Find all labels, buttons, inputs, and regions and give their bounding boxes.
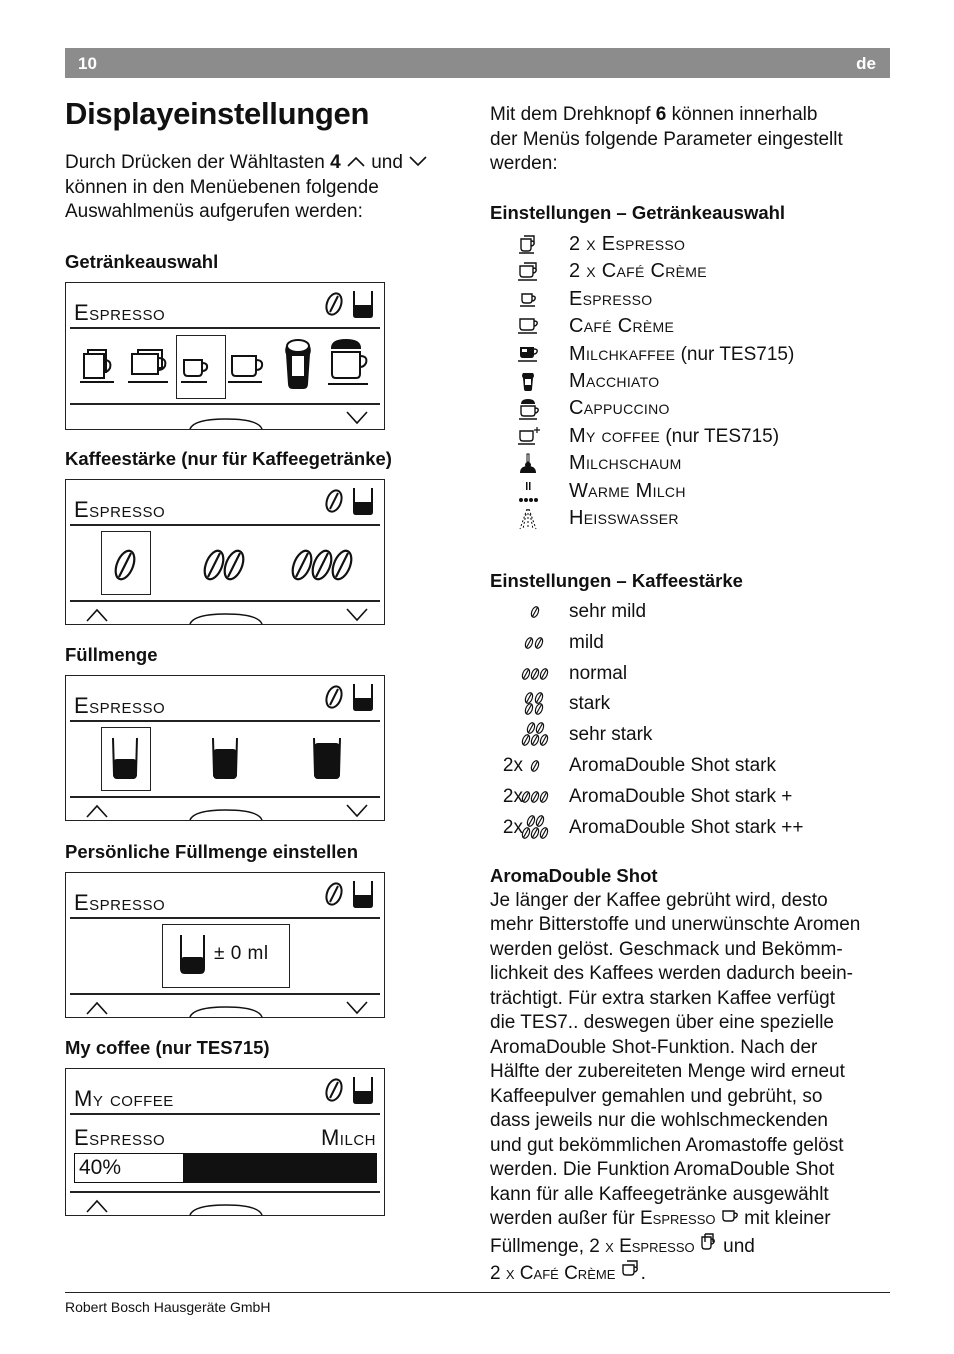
display-coffee-strength [65,479,385,625]
intro-line: der Menüs folgende Parameter eingestellt [490,128,843,150]
scroll-tab [190,405,262,430]
scroll-tab [190,1191,262,1216]
strength-label: normal [569,662,628,684]
volume-cup-icon [352,1075,374,1105]
beverage-name: Espresso [569,287,653,310]
display-personal-volume [65,872,385,1018]
section-heading-volume: Füllmenge [65,644,158,665]
small-volume-icon [113,738,137,778]
beverage-label [569,288,652,311]
bean-icon [324,682,344,712]
volume-cup-icon [352,486,374,516]
double-shot-prefix: 2x [502,816,523,838]
display-title: Espresso [74,693,166,718]
scroll-tab [190,600,262,625]
beverage-note: (nur TES715) [660,425,780,447]
page-title: Displayeinstellungen [65,96,370,131]
aroma-line: werden. Die Funktion AromaDouble Shot [490,1159,835,1180]
beverage-label [569,233,685,256]
intro-and: und [371,152,403,173]
aroma-line: Je länger der Kaffee gebrüht wird, desto [490,889,828,911]
volume-options [66,734,385,784]
beverage-name: Milchschaum [569,452,682,475]
chevron-down-icon [346,608,368,622]
aroma-line: die TES7.. deswegen über eine spezielle [490,1012,834,1033]
double-cup-icon [515,233,543,262]
bean-strength-icon [490,631,549,655]
large-volume-icon [314,738,340,778]
ratio-right-label: Milch [320,1125,376,1150]
beverage-name: Cappuccino [569,397,670,420]
status-icons [324,289,374,324]
bean-icon [324,879,344,909]
beverage-icons-row [80,338,380,398]
aroma-line: dass jeweils nur die wohlschmeckenden [490,1110,828,1131]
double-wide-cup-icon [128,350,168,382]
aroma-line: werden gelöst. Geschmack und Bekömm- [490,938,843,960]
beverage-label [569,343,794,366]
key-number: 4 [330,152,341,173]
strength-label: AromaDouble Shot stark ++ [569,816,804,838]
chevron-up-icon [86,1001,108,1015]
right-intro [490,103,890,177]
double-shot-prefix: 2x [502,785,523,807]
cappuccino-cup-icon [515,397,543,426]
strength-label: sehr mild [569,601,647,622]
beverage-name: Heisswasser [569,507,679,529]
two-beans-icon [201,548,247,582]
strength-label: sehr stark [569,724,653,746]
strength-label: AromaDouble Shot stark [569,755,776,776]
espresso-cup-icon [721,1208,739,1224]
knob-number: 6 [655,104,667,125]
aroma-line: Füllmenge, 2 x Espresso und [490,1232,900,1260]
double-wide-cup-icon [621,1259,641,1279]
aroma-line: und gut bekömmlichen Aromastoffe gelöst [490,1134,844,1156]
display-title: Espresso [74,890,166,915]
bean-strength-icon [490,692,549,716]
section-heading-strength: Kaffeestärke (nur für Kaffeegetränke) [65,448,392,469]
display-title: Espresso [74,497,166,522]
status-icons [324,486,374,521]
volume-cup-icon [178,933,208,975]
aroma-line: mehr Bitterstoffe und unerwünschte Aromen [490,914,861,935]
double-shot-prefix: 2x [502,755,523,776]
chevron-down-icon [346,411,368,425]
beverage-name: My coffee [569,424,661,447]
bean-strength-icon [490,600,549,624]
strength-label: stark [569,693,611,715]
hot-water-icon [515,507,543,536]
espresso-cup-icon [515,288,543,317]
double-wide-cup-icon [515,260,543,289]
ratio-percent: 40% [79,1156,122,1179]
section-heading-mycoffee: My coffee (nur TES715) [65,1037,270,1058]
intro-line: Auswahlmenüs aufgerufen werden: [65,201,363,222]
milk-coffee-icon [515,343,543,372]
beverage-name: 2 x Café Crème [569,260,707,283]
beverage-label [569,397,670,420]
footer-rule [65,1292,890,1293]
chevron-up-icon [346,155,366,167]
beverage-label [569,507,679,530]
beverage-note: (nur TES715) [675,343,795,365]
intro-line: können in den Menüebenen folgende [65,176,379,198]
chevron-down-icon [346,1001,368,1015]
intro-line: werden: [490,153,558,174]
bean-strength-icon [490,754,549,778]
bean-strength-icon [490,723,549,747]
beverage-label [569,260,707,283]
beverage-settings-heading: Einstellungen – Getränkeauswahl [490,202,786,223]
beverage-label [569,315,674,338]
bean-strength-icon [490,785,549,809]
status-icons [324,879,374,914]
double-cup-icon [700,1232,718,1252]
chevron-down-icon [346,804,368,818]
bean-icon [324,289,344,319]
page-number: 10 [78,54,97,73]
aroma-line: Kaffeepulver gemahlen und gebrüht, so [490,1085,823,1107]
chevron-up-icon [86,804,108,818]
aroma-line: 2 x Café Crème . [490,1259,900,1287]
status-icons [324,1075,374,1110]
status-icons [324,682,374,717]
three-beans-icon [289,548,355,582]
my-coffee-icon [515,425,543,454]
beverage-name: Macchiato [569,370,660,392]
macchiato-glass-icon [515,370,543,399]
bean-strength-icon [490,816,549,840]
macchiato-glass-icon [286,340,310,388]
aroma-section [490,864,900,1287]
display-beverage-selection [65,282,385,430]
intro-line: Durch Drücken der Wähltasten [65,152,325,173]
display-title: My coffee [74,1086,174,1111]
display-my-coffee [65,1068,385,1216]
intro-line: können innerhalb [671,104,818,125]
aroma-line: Hälfte der zubereiteten Menge wird erneut [490,1061,845,1082]
display-title: Espresso [74,300,166,325]
strength-settings-heading: Einstellungen – Kaffeestärke [490,570,743,591]
bean-strength-icon [490,662,549,686]
intro-text [65,151,465,225]
chevron-down-icon [408,155,428,167]
double-cup-icon [80,350,114,382]
strength-label: AromaDouble Shot stark + [569,785,793,807]
beverage-name: Milchkaffee [569,342,676,365]
strength-label: mild [569,631,604,653]
volume-cup-icon [352,879,374,909]
strength-options [66,540,385,590]
bean-icon [324,1075,344,1105]
ratio-bar [74,1153,377,1183]
section-heading-personal: Persönliche Füllmenge einstellen [65,841,359,862]
warm-milk-icon [515,480,543,509]
footer-company: Robert Bosch Hausgeräte GmbH [65,1299,271,1315]
scroll-tab [190,993,262,1018]
chevron-up-icon [86,608,108,622]
page-header-bar [65,48,890,78]
beverage-label [569,480,686,503]
volume-offset-value: ± 0 ml [214,943,269,964]
volume-cup-icon [352,682,374,712]
display-fill-volume [65,675,385,821]
beverage-name: 2 x Espresso [569,233,686,255]
beverage-label [569,452,682,475]
chevron-up-icon [86,1199,108,1213]
aroma-heading: AromaDouble Shot [490,865,658,886]
bean-icon [324,486,344,516]
beverage-name: Warme Milch [569,479,686,502]
medium-volume-icon [213,738,237,778]
scroll-tab [190,796,262,821]
cafe-creme-cup-icon [228,356,262,382]
beverage-name: Café Crème [569,315,675,338]
beverage-label [569,425,779,448]
beverage-label [569,370,659,393]
aroma-line: kann für alle Kaffeegetränke ausgewählt [490,1183,829,1205]
aroma-line: lichkeit des Kaffees werden dadurch beein- [490,963,853,984]
ratio-left-label: Espresso [74,1125,166,1150]
aroma-line: werden außer für Espresso mit kleiner [490,1208,831,1229]
volume-cup-icon [352,289,374,319]
language-code: de [856,54,876,73]
aroma-line: AromaDouble Shot-Funktion. Nach der [490,1036,818,1058]
milk-foam-icon [515,452,543,481]
cappuccino-cup-icon [328,340,368,384]
bean-icon [112,548,138,582]
espresso-cup-icon [181,360,207,382]
intro-line: Mit dem Drehknopf [490,104,651,125]
aroma-line: trächtigt. Für extra starken Kaffee verfügt [490,987,835,1009]
cafe-creme-cup-icon [515,315,543,344]
section-heading-beverage: Getränkeauswahl [65,251,219,272]
